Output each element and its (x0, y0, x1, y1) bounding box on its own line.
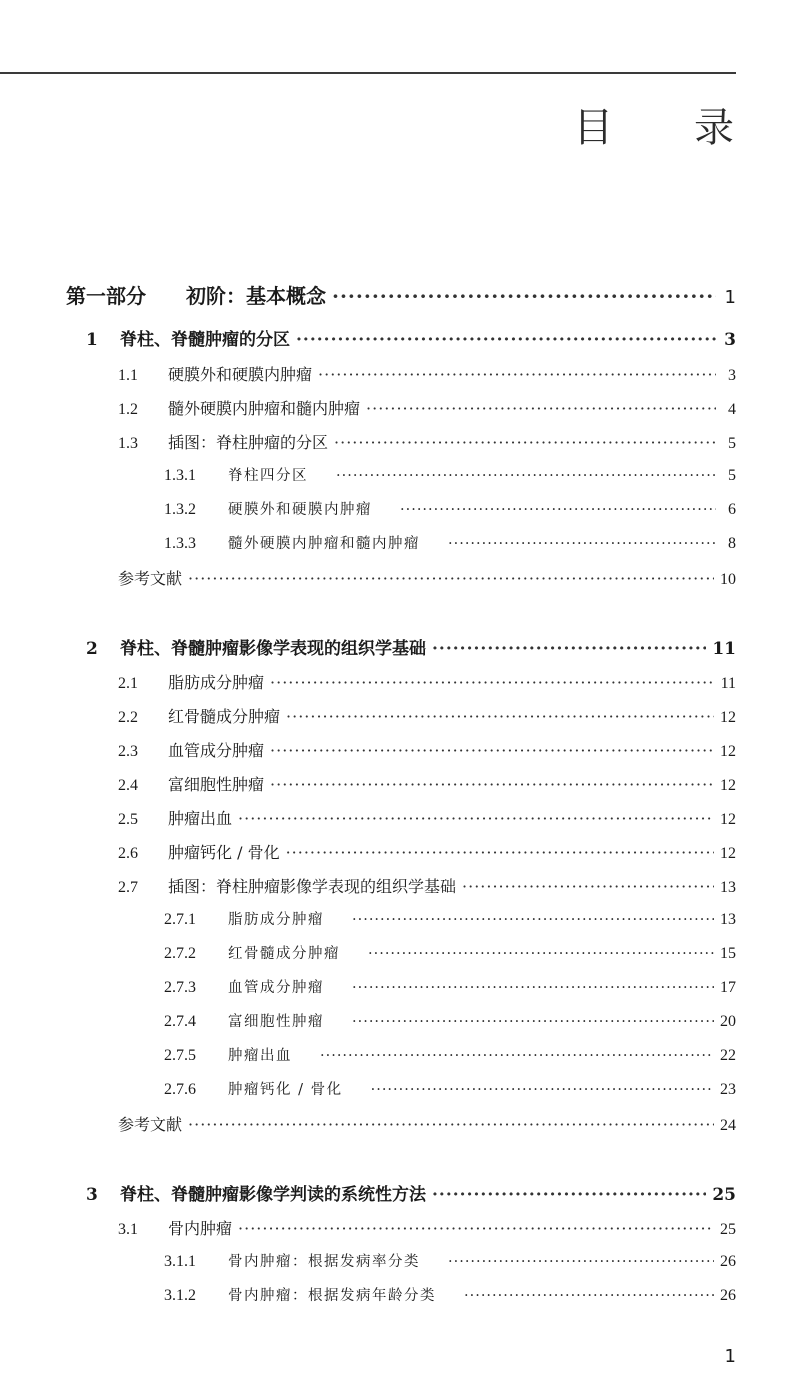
toc-entry-title: 肿瘤出血 (228, 1048, 292, 1064)
toc-entry-page: 26 (720, 1253, 736, 1270)
dot-leader (368, 946, 714, 962)
toc-entry-number: 2.7.2 (164, 945, 196, 962)
toc-entry-number: 3.1 (118, 1221, 138, 1238)
dot-leader (352, 912, 714, 928)
toc-entry-page: 13 (720, 879, 736, 896)
toc-entry-page: 5 (728, 467, 736, 484)
toc-entry-number: 1.3.3 (164, 535, 196, 552)
toc-entry-page: 1 (724, 287, 736, 308)
toc-entry-page: 25 (720, 1221, 736, 1238)
toc-entry-number: 2.7 (118, 879, 138, 896)
toc-entry-page: 13 (720, 911, 736, 928)
toc-entry-number: 2.7.1 (164, 911, 196, 928)
top-rule (0, 72, 736, 74)
dot-leader (238, 1219, 714, 1238)
dot-leader (270, 775, 714, 794)
toc-entry-title: 硬膜外和硬膜内肿瘤 (168, 365, 313, 384)
toc-entry-number: 2.7.3 (164, 979, 196, 996)
dot-leader (296, 330, 716, 350)
dot-leader (286, 707, 714, 726)
dot-leader (464, 1288, 714, 1304)
toc-entry-page: 12 (720, 811, 736, 828)
toc-entry-title: 肿瘤钙化 / 骨化 (228, 1082, 343, 1098)
toc-entry-number: 2.1 (118, 675, 138, 692)
toc-entry-page: 6 (728, 501, 736, 518)
toc-entry-title: 骨内肿瘤：根据发病率分类 (228, 1254, 420, 1270)
dot-leader (432, 1185, 706, 1205)
dot-leader (336, 468, 716, 484)
dot-leader (270, 741, 714, 760)
toc-entry (86, 634, 736, 659)
toc-entry (164, 1250, 736, 1271)
toc-entry-page: 24 (720, 1117, 736, 1134)
toc-entry-title: 脂肪成分肿瘤 (168, 673, 265, 692)
dot-leader (462, 877, 714, 896)
toc-entry (86, 325, 736, 350)
toc-entry (118, 430, 736, 453)
dot-leader (286, 843, 714, 862)
dot-leader (188, 1115, 714, 1134)
dot-leader (400, 502, 716, 518)
toc-entry (118, 874, 736, 897)
toc-entry-number: 2.4 (118, 777, 138, 794)
toc-entry-page: 4 (728, 401, 736, 418)
dot-leader (448, 536, 716, 552)
toc-entry-page: 11 (712, 639, 736, 659)
toc-entry-number: 1.1 (118, 367, 138, 384)
toc-entry (118, 806, 736, 829)
toc-entry-title: 红骨髓成分肿瘤 (168, 707, 281, 726)
toc-entry-number: 1.3.2 (164, 501, 196, 518)
toc-entry-number: 1 (86, 330, 98, 350)
toc-entry (164, 1078, 736, 1099)
toc-entry (118, 840, 736, 863)
dot-leader (352, 1014, 714, 1030)
dot-leader (270, 673, 715, 692)
dot-leader (238, 809, 714, 828)
toc-entry-number: 2.7.6 (164, 1081, 196, 1098)
toc-entry-number: 3.1.1 (164, 1253, 196, 1270)
toc-entry-page: 11 (720, 675, 736, 692)
toc-entry-page: 12 (720, 845, 736, 862)
toc-entry-number: 2.2 (118, 709, 138, 726)
toc-entry (118, 566, 736, 589)
toc-entry-number: 1.3.1 (164, 467, 196, 484)
toc-entry-title: 血管成分肿瘤 (228, 980, 324, 996)
toc-entry-page: 17 (720, 979, 736, 996)
toc-entry-page: 3 (728, 367, 736, 384)
toc-entry-title: 脂肪成分肿瘤 (228, 912, 324, 928)
toc-entry-page: 12 (720, 709, 736, 726)
toc-entry (164, 498, 736, 519)
dot-leader (371, 1082, 714, 1098)
dot-leader (432, 639, 706, 659)
toc-entry-number: 2.7.5 (164, 1047, 196, 1064)
dot-leader (366, 399, 716, 418)
toc-entry-title: 插图：脊柱肿瘤影像学表现的组织学基础 (168, 877, 457, 896)
toc-entry-page: 12 (720, 743, 736, 760)
toc-entry-number: 2.6 (118, 845, 138, 862)
toc-entry-title: 脊柱四分区 (228, 468, 308, 484)
toc-entry-number: 2.5 (118, 811, 138, 828)
toc-entry-title: 富细胞性肿瘤 (168, 775, 265, 794)
toc-entry-title: 髓外硬膜内肿瘤和髓内肿瘤 (228, 536, 420, 552)
toc-entry (164, 942, 736, 963)
toc-entry (118, 362, 736, 385)
dot-leader (448, 1254, 714, 1270)
footer-page-number: 1 (724, 1346, 736, 1367)
toc-entry-title: 脊柱、脊髓肿瘤影像学表现的组织学基础 (120, 639, 426, 659)
toc-entry (118, 704, 736, 727)
toc-entry-title: 插图：脊柱肿瘤的分区 (168, 433, 329, 452)
toc-entry (118, 738, 736, 761)
toc-entry (164, 908, 736, 929)
toc-entry-title: 骨内肿瘤 (168, 1219, 233, 1238)
toc-entry (66, 280, 736, 309)
toc-entry-number: 2.7.4 (164, 1013, 196, 1030)
toc-entry (118, 396, 736, 419)
toc-entry-title: 髓外硬膜内肿瘤和髓内肿瘤 (168, 399, 361, 418)
toc-entry-page: 23 (720, 1081, 736, 1098)
toc-entry (118, 1216, 736, 1239)
toc-entry-title: 血管成分肿瘤 (168, 741, 265, 760)
toc-entry-title: 肿瘤钙化 / 骨化 (168, 843, 280, 862)
toc-entry-title: 脊柱、脊髓肿瘤影像学判读的系统性方法 (120, 1185, 426, 1205)
toc-entry-title: 骨内肿瘤：根据发病年龄分类 (228, 1288, 436, 1304)
page-title: 目 录 (573, 105, 768, 151)
dot-leader (320, 1048, 714, 1064)
toc-entry-number: 3.1.2 (164, 1287, 196, 1304)
toc-entry (118, 772, 736, 795)
toc-entry-title: 硬膜外和硬膜内肿瘤 (228, 502, 372, 518)
dot-leader (334, 433, 716, 452)
toc-entry (164, 464, 736, 485)
toc-entry-page: 5 (728, 435, 736, 452)
toc-entry-title: 脊柱、脊髓肿瘤的分区 (120, 330, 290, 350)
toc-entry (86, 1180, 736, 1205)
toc-entry-title: 肿瘤出血 (168, 809, 233, 828)
toc-entry-number: 2.3 (118, 743, 138, 760)
toc-entry-title: 红骨髓成分肿瘤 (228, 946, 340, 962)
toc-entry-page: 20 (720, 1013, 736, 1030)
toc-entry-page: 8 (728, 535, 736, 552)
toc-entry-number: 第一部分 (66, 284, 146, 308)
toc-entry-title: 参考文献 (118, 569, 183, 588)
toc-entry (164, 976, 736, 997)
toc-entry-page: 3 (724, 330, 736, 350)
toc-entry-title: 富细胞性肿瘤 (228, 1014, 324, 1030)
toc-entry-page: 26 (720, 1287, 736, 1304)
dot-leader (188, 569, 714, 588)
toc-entry (118, 1112, 736, 1135)
toc-entry-number: 1.3 (118, 435, 138, 452)
dot-leader (352, 980, 714, 996)
toc-entry (164, 1010, 736, 1031)
toc-entry-page: 25 (712, 1185, 736, 1205)
toc-entry-title: 参考文献 (118, 1115, 183, 1134)
toc-entry-number: 3 (86, 1185, 98, 1205)
toc-entry-page: 15 (720, 945, 736, 962)
toc-entry-number: 1.2 (118, 401, 138, 418)
toc-entry-page: 22 (720, 1047, 736, 1064)
toc-entry (118, 670, 736, 693)
dot-leader (332, 284, 716, 308)
dot-leader (318, 365, 716, 384)
toc-entry-page: 10 (720, 571, 736, 588)
toc-entry-page: 12 (720, 777, 736, 794)
toc-entry-number: 2 (86, 639, 98, 659)
toc-entry (164, 532, 736, 553)
toc-entry (164, 1284, 736, 1305)
toc-entry-title: 初阶：基本概念 (186, 284, 326, 308)
toc-entry (164, 1044, 736, 1065)
